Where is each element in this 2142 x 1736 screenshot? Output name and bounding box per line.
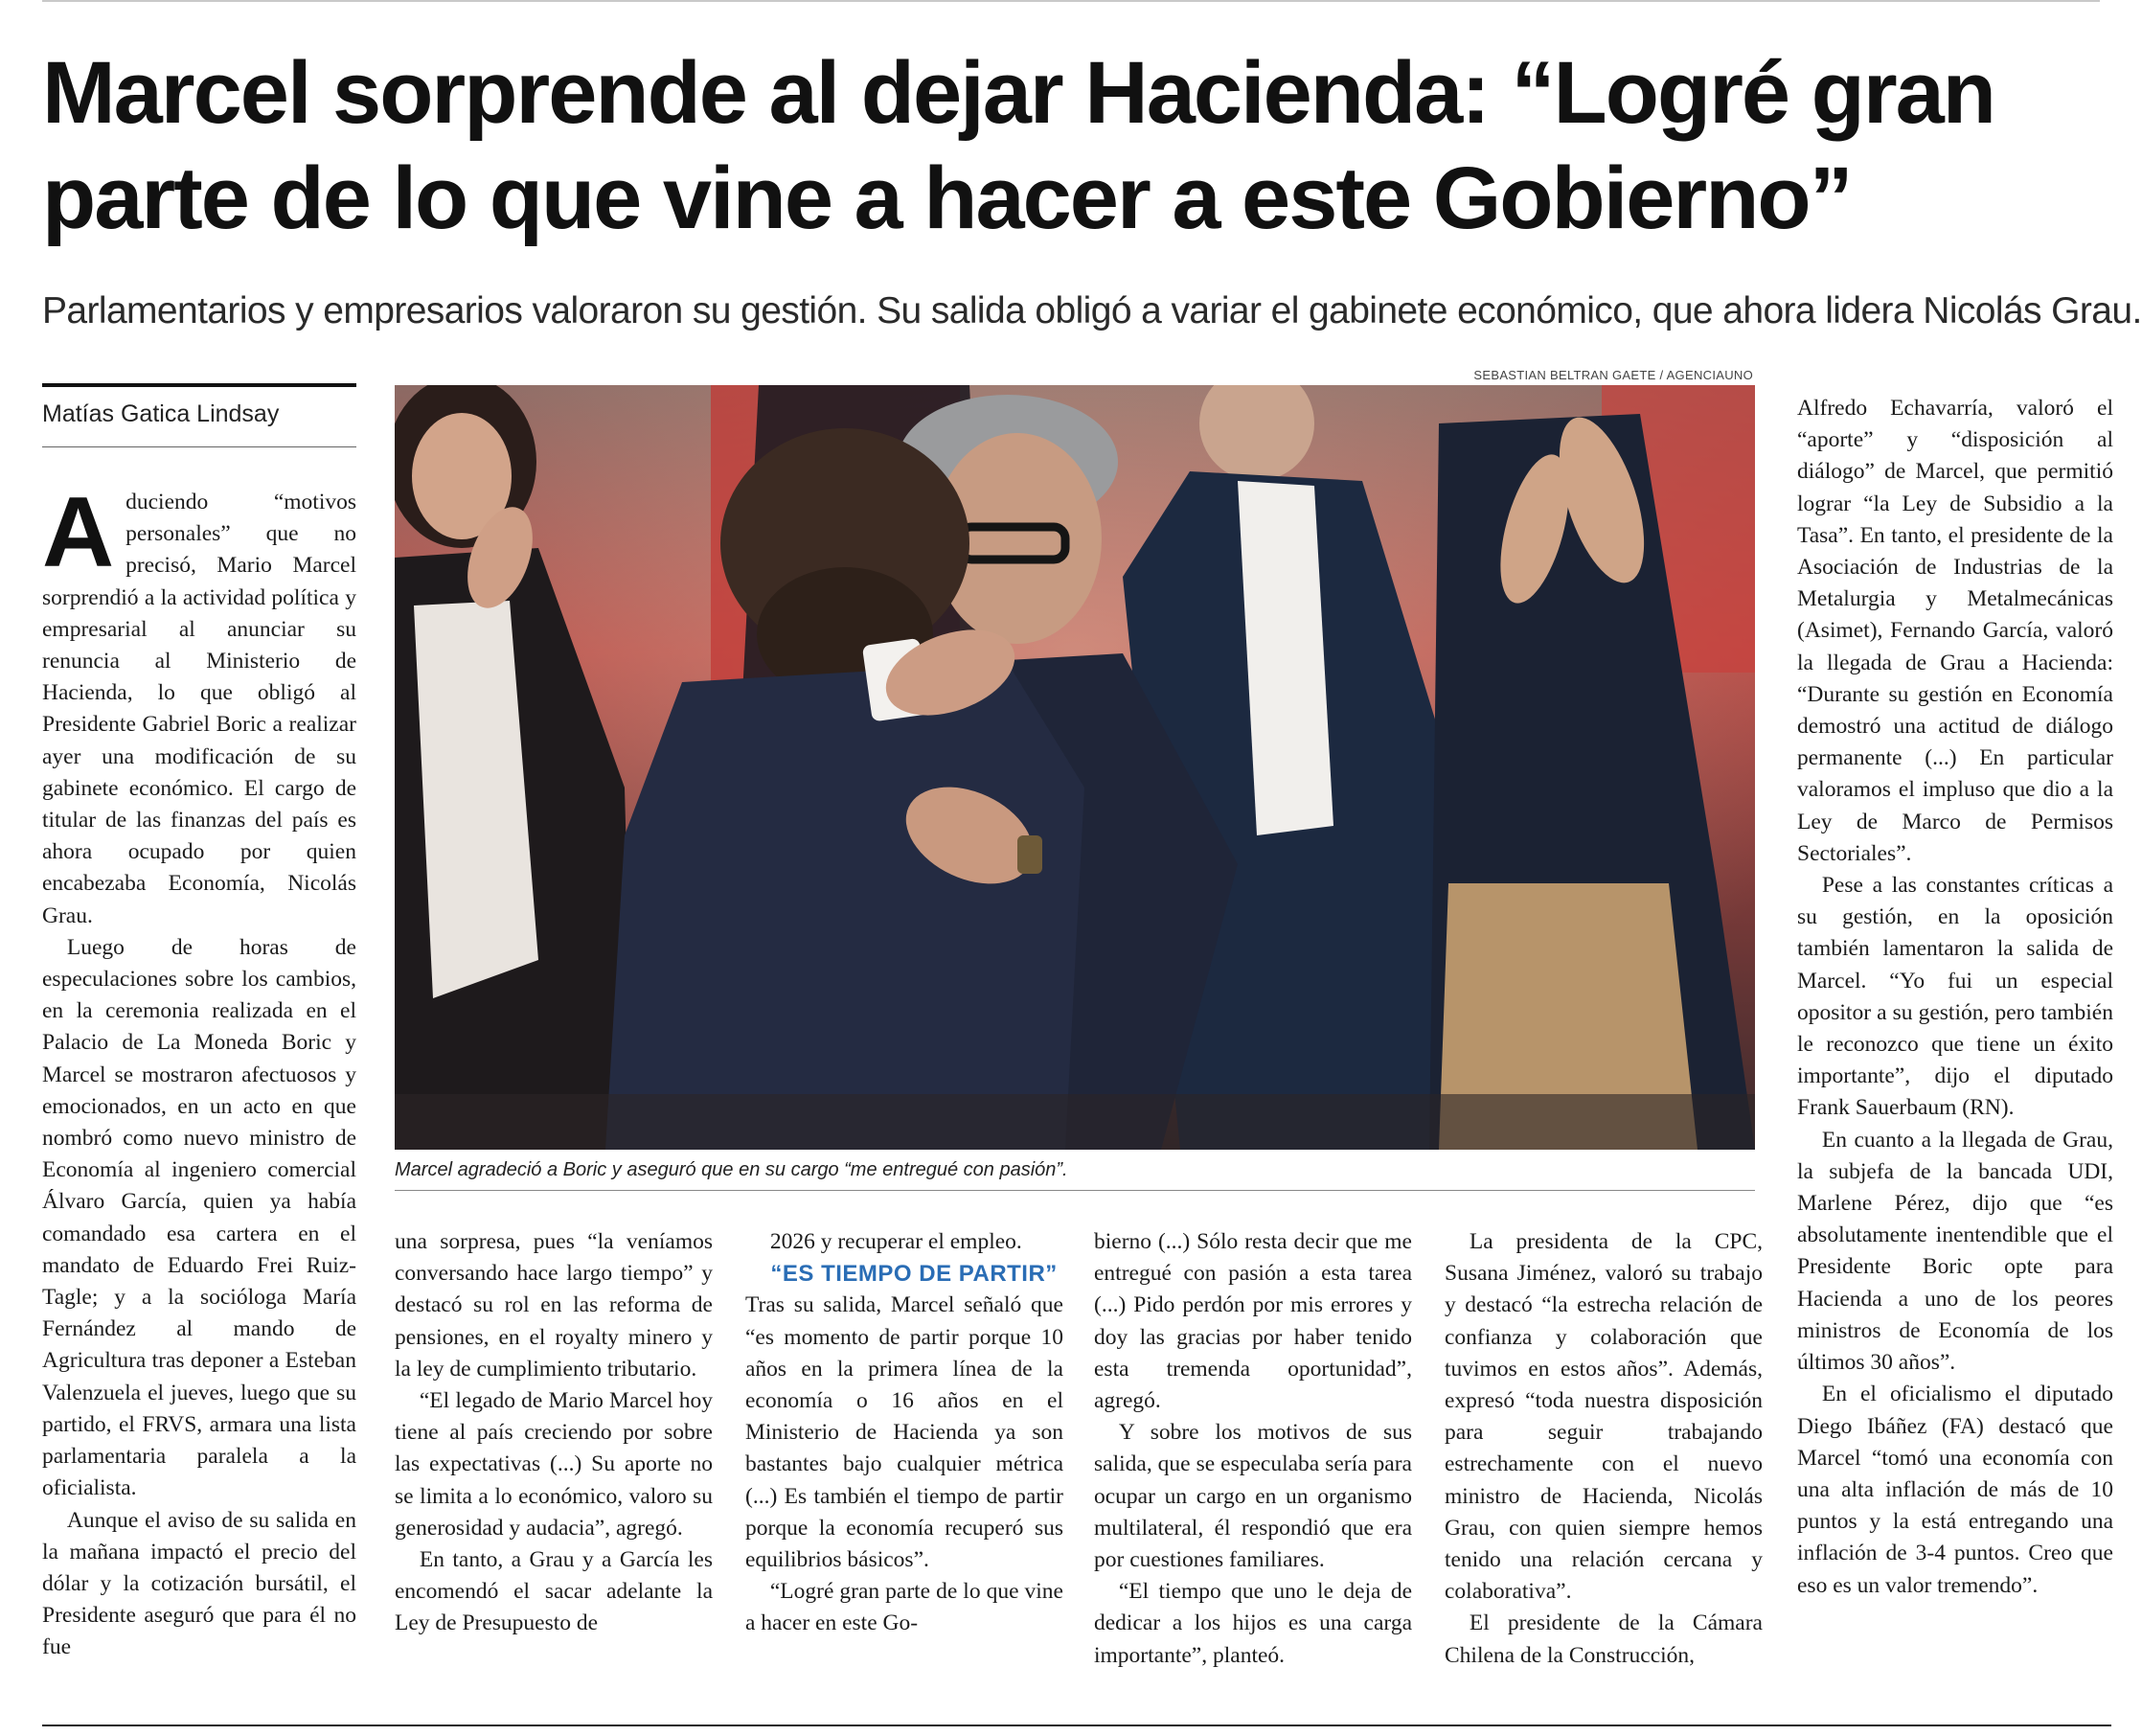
article-column-2 xyxy=(395,1226,713,1640)
drop-cap: A xyxy=(42,477,115,588)
news-photo xyxy=(395,385,1755,1150)
article-paragraph: “El tiempo que uno le deja de dedicar a los hijos es una carga importante”, planteó. xyxy=(1094,1579,1412,1668)
bottom-rule xyxy=(42,1725,2111,1726)
article-paragraph: duciendo “motivos personales” que no precisó, Mario Marcel sorprendió a la actividad política y empresarial al anunciar su renuncia al Ministerio de Hacienda, lo que obligó al Presidente Gabriel Boric a realizar ayer una modificación de su gabinete económico. El cargo de titular de las finanzas del país es ahora ocupado por quien encabezaba Economía, Nicolás Grau. xyxy=(42,490,356,928)
article-column-4 xyxy=(1094,1226,1412,1672)
deck-subtitle: Parlamentarios y empresarios valoraron su gestión. Su salida obligó a variar el gabinete económico, que ahora lidera Nicolás Grau. xyxy=(42,290,2142,331)
article-column-1 xyxy=(42,477,356,1664)
article-paragraph: 2026 y recuperar el empleo. xyxy=(769,1229,1022,1254)
article-paragraph: Luego de horas de especulaciones sobre los cambios, en la ceremonia realizada en el Palacio de La Moneda Boric y Marcel se mostraron afectuosos y emocionados, en un acto en que nombró como nuevo ministro de Economía al ingeniero comercial Álvaro García, quien ya había comandado esa cartera en el mandato de Eduardo Frei Ruiz-Tagle; y a la socióloga María Fernández al mando de Agricultura tras deponer a Esteban Valenzuela el jueves, luego que su partido, el FRVS, armara una lista parlamentaria paralela a la oficialista. xyxy=(42,934,356,1501)
article-paragraph: En cuanto a la llegada de Grau, la subjefa de la bancada UDI, Marlene Pérez, dijo que “es absolutamente inentendible que el Presidente Boric opte para Hacienda a uno de los peores ministros de Economía de los últimos 30 años”. xyxy=(1797,1127,2113,1376)
byline-rule-top xyxy=(42,383,356,387)
headline-line-2: parte de lo que vine a hacer a este Gobierno” xyxy=(42,149,1852,247)
caption-rule xyxy=(395,1190,1755,1191)
article-paragraph: “Logré gran parte de lo que vine a hacer en este Go- xyxy=(745,1579,1063,1636)
article-paragraph: En el oficialismo el diputado Diego Ibáñez (FA) destacó que Marcel “tomó una economía con una alta inflación de más de 10 puntos y la está entregando una inflación de 3-4 puntos. Creo que eso es un valor tremendo”. xyxy=(1797,1382,2113,1598)
photo-illustration-embrace xyxy=(395,385,1755,1150)
article-paragraph: Y sobre los motivos de sus salida, que se especulaba sería para ocupar un cargo en un organismo multilateral, él respondió que era por cuestiones familiares. xyxy=(1094,1420,1412,1573)
byline-author: Matías Gatica Lindsay xyxy=(42,400,280,427)
top-rule xyxy=(42,0,2100,2)
article-paragraph: La presidenta de la CPC, Susana Jiménez, valoró su trabajo y destacó “la estrecha relación de confianza y colaboración que tuvimos en estos años”. Además, expresó “toda nuestra disposición para seguir trabajando estrechamente con el nuevo ministro de Hacienda, Nicolás Grau, con quien siempre hemos tenido una relación cercana y colaborativa”. xyxy=(1445,1229,1763,1605)
article-paragraph: Alfredo Echavarría, valoró el “aporte” y “disposición al diálogo” de Marcel, que permitió lograr “la Ley de Subsidio a la Tasa”. En tanto, el presidente de la Asociación de Industrias de la Metalurgia y Metalmecánicas (Asimet), Fernando García, valoró la llegada de Grau a Hacienda: “Durante su gestión en Economía demostró una actitud de diálogo permanente (...) En particular valoramos el impluso que dio a la Ley de Marco de Permisos Sectoriales”. xyxy=(1797,396,2113,866)
headline-line-1: Marcel sorprende al dejar Hacienda: “Logré gran xyxy=(42,44,1994,142)
article-paragraph: una sorpresa, pues “la veníamos conversando hace largo tiempo” y destacó su rol en las reforma de pensiones, en el royalty minero y la ley de cumplimiento tributario. xyxy=(395,1229,713,1382)
article-column-3 xyxy=(745,1226,1063,1640)
article-column-5 xyxy=(1445,1226,1763,1672)
article-paragraph: Tras su salida, Marcel señaló que “es momento de partir porque 10 años en la primera línea de la economía o 16 años en el Ministerio de Hacienda ya son bastantes bajo cualquier métrica (...) Es también el tiempo de partir porque la economía recuperó sus equilibrios básicos”. xyxy=(745,1292,1063,1573)
section-subhead: “ES TIEMPO DE PARTIR” xyxy=(770,1261,1058,1288)
photo-credit: SEBASTIAN BELTRAN GAETE / AGENCIAUNO xyxy=(1473,368,1753,382)
headline xyxy=(42,40,2111,251)
byline-rule-bottom xyxy=(42,446,356,447)
article-paragraph: En tanto, a Grau y a García les encomendó el sacar adelante la Ley de Presupuesto de xyxy=(395,1547,713,1636)
article-paragraph: Aunque el aviso de su salida en la mañana impactó el precio del dólar y la cotización bursátil, el Presidente aseguró que para él no fue xyxy=(42,1507,356,1660)
article-paragraph: El presidente de la Cámara Chilena de la Construcción, xyxy=(1445,1610,1763,1668)
photo-caption: Marcel agradeció a Boric y aseguró que en su cargo “me entregué con pasión”. xyxy=(395,1159,1068,1180)
article-paragraph: “El legado de Mario Marcel hoy tiene al país creciendo por sobre las expectativas (...) Su aporte no se limita a lo económico, valoro su generosidad y audacia”, agregó. xyxy=(395,1388,713,1541)
article-column-6 xyxy=(1797,393,2113,1602)
article-paragraph: Pese a las constantes críticas a su gestión, en la oposición también lamentaron la salida de Marcel. “Yo fui un especial opositor a su gestión, pero también le reconozco que tiene un éxito importante”, dijo el diputado Frank Sauerbaum (RN). xyxy=(1797,873,2113,1121)
article-paragraph: bierno (...) Sólo resta decir que me entregué con pasión a esta tarea (...) Pido perdón por mis errores y doy las gracias por haber tenido esta tremenda oportunidad”, agregó. xyxy=(1094,1229,1412,1414)
